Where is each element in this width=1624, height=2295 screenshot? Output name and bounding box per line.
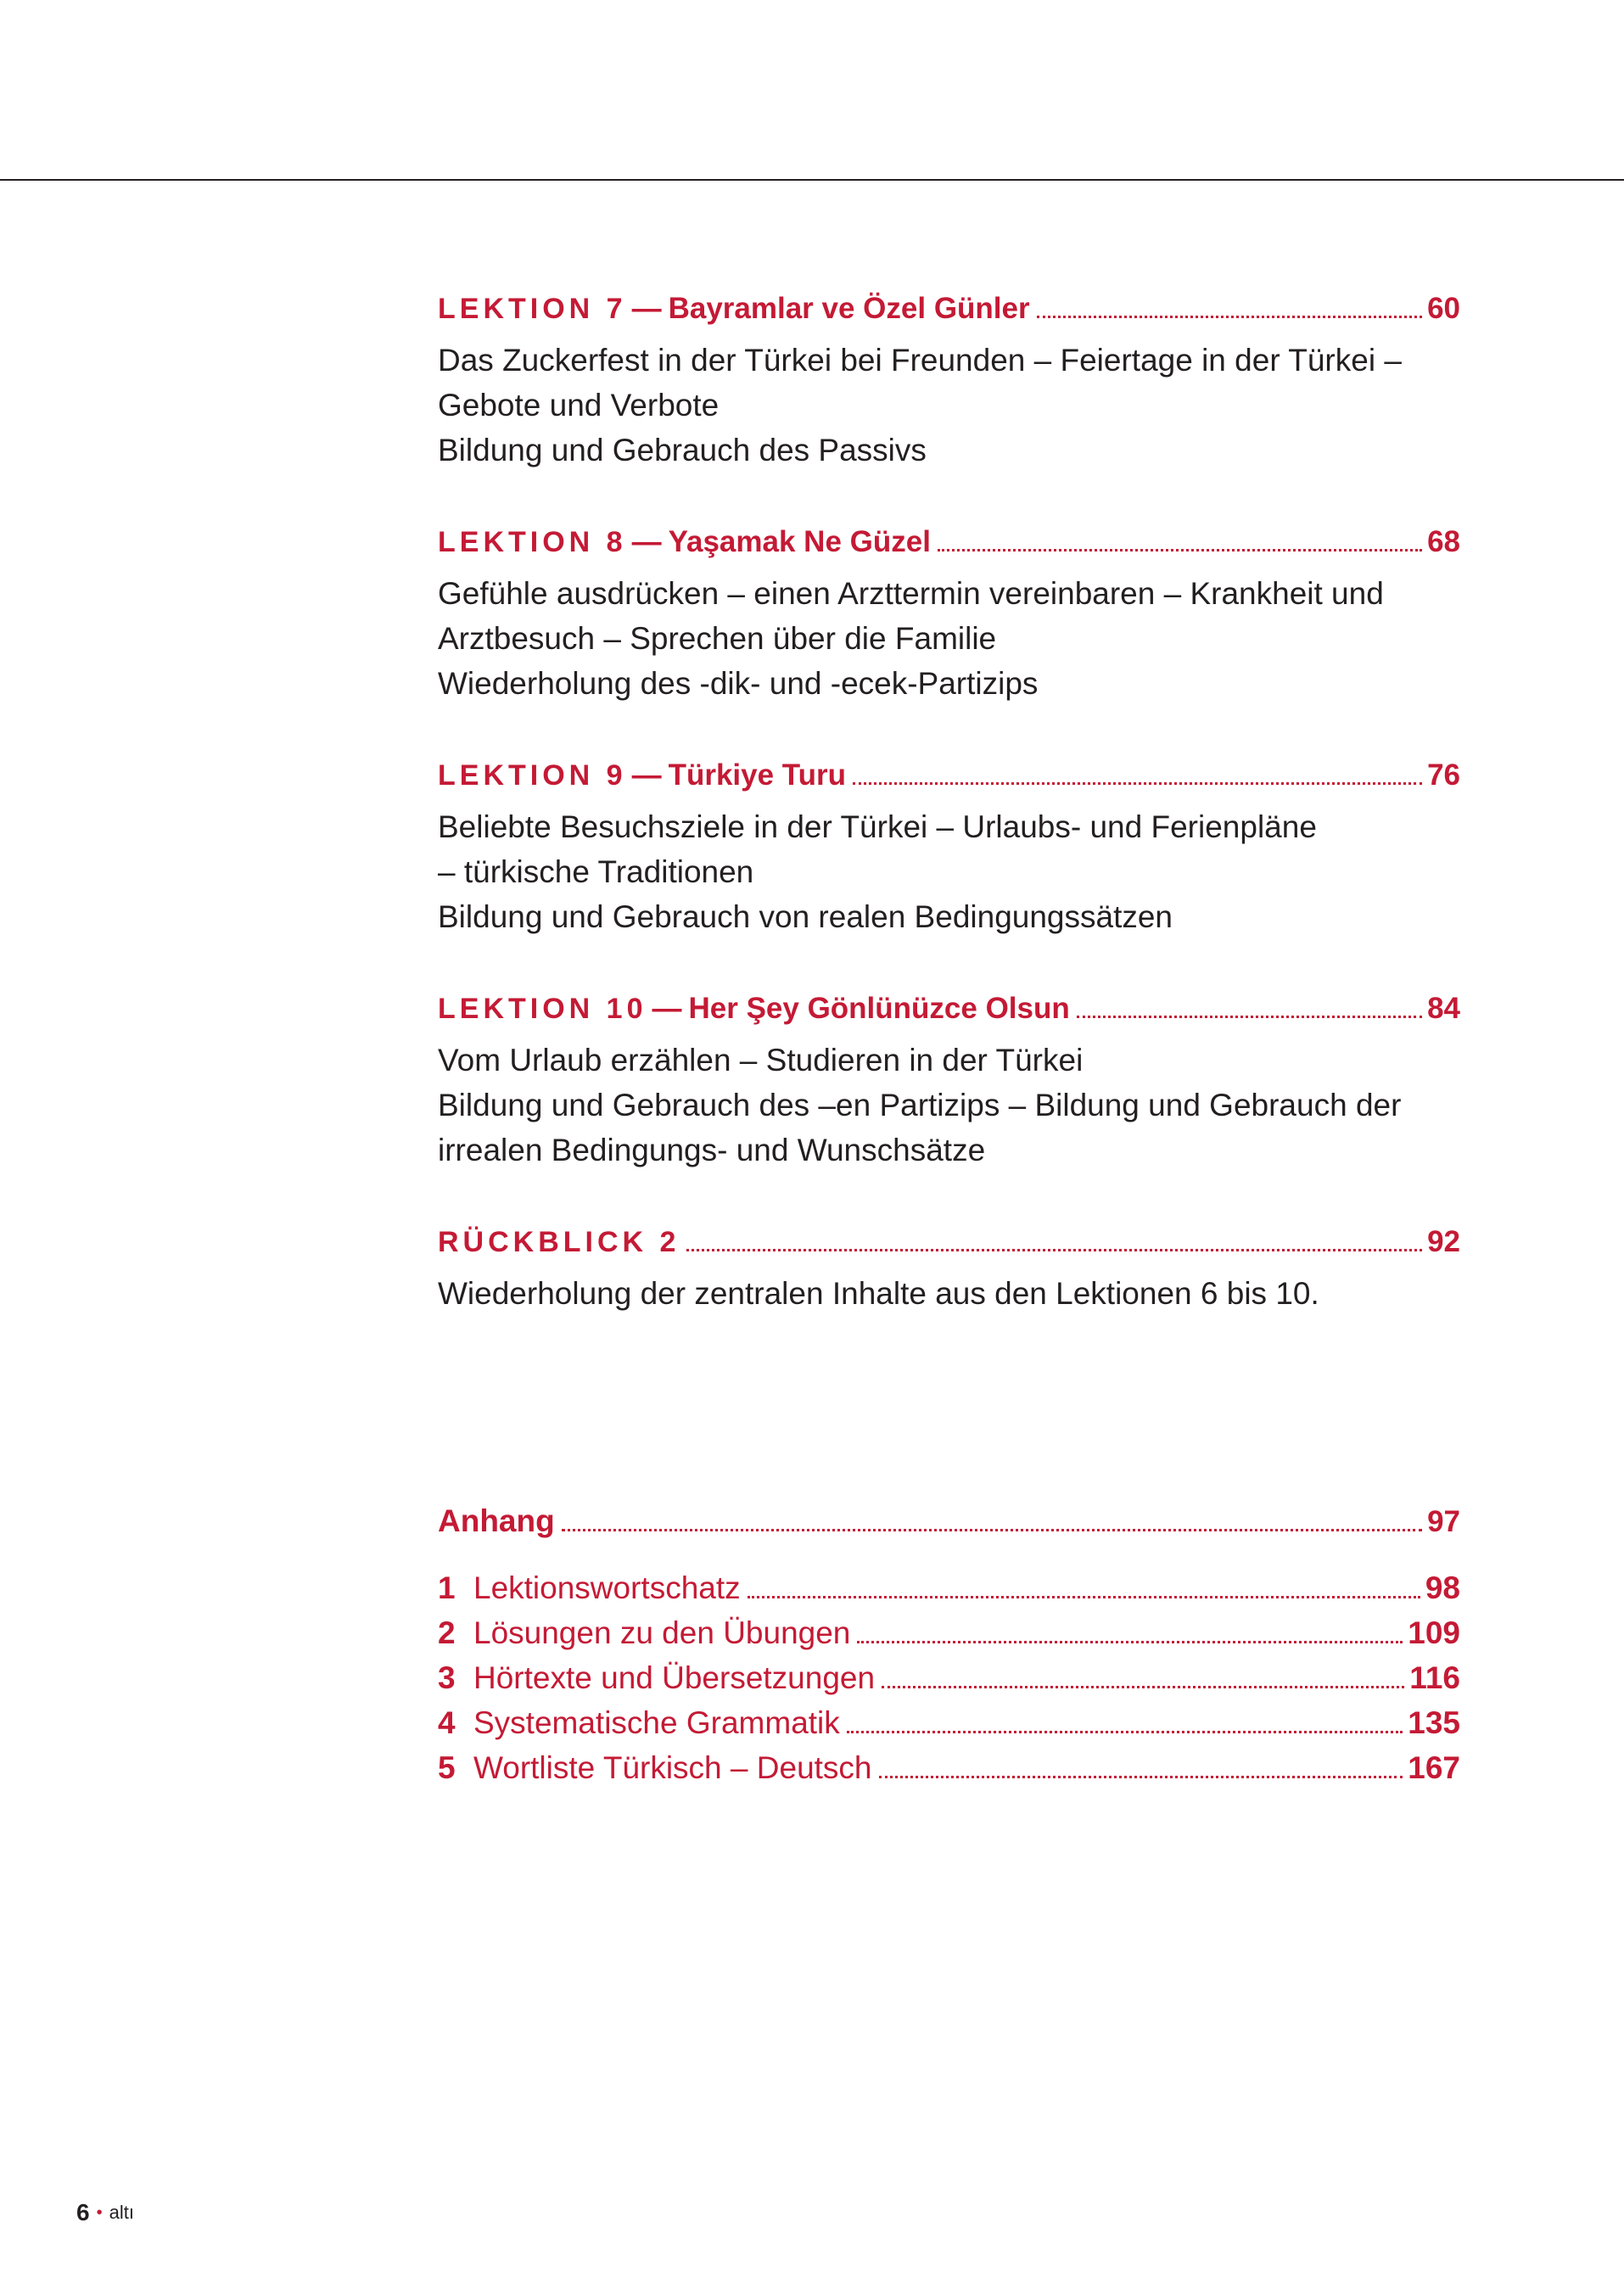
toc-entry-heading[interactable] [438,285,1460,326]
bullet-icon: • [96,2203,103,2222]
description-line: irrealen Bedingungs- und Wunschsätze [438,1133,986,1167]
description-line: Wiederholung der zentralen Inhalte aus den Lektionen 6 bis 10. [438,1276,1319,1311]
review-description [438,1271,1460,1316]
item-label: Lösungen zu den Übungen [473,1615,851,1650]
description-line: Gefühle ausdrücken – einen Arzttermin vereinbaren – Krankheit und [438,576,1384,611]
item-number: 1 [438,1570,456,1605]
toc-section-lektion-10 [438,985,1460,1173]
description-line: Bildung und Gebrauch von realen Bedingungssätzen [438,899,1173,934]
description-line: Wiederholung des -dik- und -ecek-Partizips [438,666,1039,701]
dot-leader [879,1776,1403,1778]
dot-leader [882,1686,1404,1688]
toc-section-lektion-7 [438,285,1460,473]
top-rule [0,179,1624,181]
description-line: Vom Urlaub erzählen – Studieren in der Türkei [438,1043,1084,1078]
appendix-item[interactable] [438,1651,1460,1696]
page-number: 60 [1427,292,1460,325]
em-dash: — [652,992,682,1025]
lesson-description [438,571,1460,706]
dot-leader [938,549,1422,551]
lesson-title: Türkiye Turu [668,758,846,792]
item-label: Hörtexte und Übersetzungen [473,1660,876,1695]
description-line: Das Zuckerfest in der Türkei bei Freunden – Feiertage in der Türkei – [438,343,1402,378]
page-number: 76 [1427,758,1460,792]
toc-entry-heading[interactable] [438,1218,1460,1259]
dot-leader [686,1249,1422,1251]
page-number: 68 [1427,525,1460,558]
item-label: Systematische Grammatik [473,1705,840,1740]
page-number: 97 [1427,1505,1460,1538]
toc-entry-heading[interactable] [438,752,1460,792]
lesson-keyword: LEKTION 7 [438,293,627,325]
lesson-title: Bayramlar ve Özel Günler [668,292,1030,325]
toc-section-lektion-9 [438,752,1460,939]
footer-page-word: altı [109,2202,134,2223]
dot-leader [562,1529,1422,1531]
description-line: Beliebte Besuchsziele in der Türkei – Urlaubs- und Ferienpläne [438,809,1317,844]
item-number: 3 [438,1660,456,1695]
page-number: 92 [1427,1225,1460,1258]
dot-leader [847,1731,1403,1733]
lesson-keyword: LEKTION 9 [438,759,627,792]
page-number: 109 [1408,1615,1460,1650]
lesson-title: Yaşamak Ne Güzel [668,525,931,558]
page-number: 116 [1409,1660,1460,1695]
description-line: Gebote und Verbote [438,388,720,423]
footer-page-number: 6 [76,2199,90,2225]
appendix-item[interactable] [438,1741,1460,1786]
page-number: 98 [1425,1570,1460,1605]
appendix-list [438,1561,1460,1786]
page-number: 135 [1408,1705,1460,1740]
lesson-keyword: LEKTION 10 [438,993,647,1025]
appendix-heading[interactable] [438,1498,1460,1539]
description-line: – türkische Traditionen [438,854,754,889]
dot-leader [1037,316,1422,318]
toc-section-rueckblick-2 [438,1218,1460,1316]
dot-leader [1077,1016,1422,1018]
table-of-contents [438,285,1460,1362]
page-number: 167 [1408,1750,1460,1785]
toc-entry-heading[interactable] [438,518,1460,559]
appendix-item[interactable] [438,1606,1460,1651]
dot-leader [857,1641,1403,1643]
toc-section-lektion-8 [438,518,1460,706]
em-dash: — [631,758,662,792]
em-dash: — [631,292,662,325]
lesson-description [438,338,1460,473]
description-line: Bildung und Gebrauch des Passivs [438,433,927,467]
lesson-description [438,804,1460,939]
toc-entry-heading[interactable] [438,985,1460,1026]
description-line: Arztbesuch – Sprechen über die Familie [438,621,997,656]
appendix-item[interactable] [438,1696,1460,1741]
lesson-title: Her Şey Gönlünüzce Olsun [688,992,1070,1025]
item-number: 2 [438,1615,456,1650]
appendix-item[interactable] [438,1561,1460,1606]
em-dash: — [631,525,662,558]
page-footer [76,2199,134,2226]
item-number: 5 [438,1750,456,1785]
appendix-section [438,1498,1460,1786]
item-label: Lektionswortschatz [473,1570,741,1605]
item-label: Wortliste Türkisch – Deutsch [473,1750,872,1785]
item-number: 4 [438,1705,456,1740]
lesson-keyword: LEKTION 8 [438,526,627,558]
lesson-description [438,1038,1460,1173]
appendix-title: Anhang [438,1503,555,1538]
dot-leader [748,1596,1420,1598]
page-number: 84 [1427,992,1460,1025]
dot-leader [853,782,1422,785]
review-keyword: RÜCKBLICK 2 [438,1226,680,1258]
description-line: Bildung und Gebrauch des –en Partizips – Bildung und Gebrauch der [438,1088,1402,1122]
